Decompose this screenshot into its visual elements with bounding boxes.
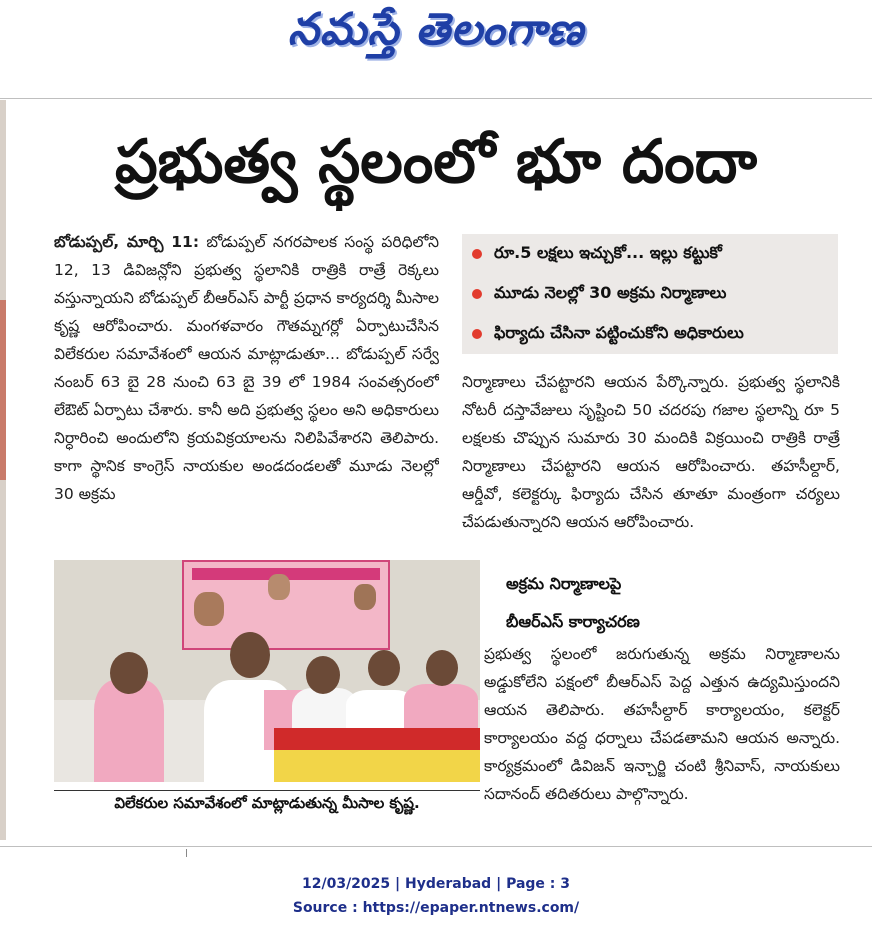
article-right-column-2: ప్రభుత్వ స్థలంలో జరుగుతున్న అక్రమ నిర్మాణాలను అడ్డుకోలేని పక్షంలో బీఆర్ఎస్ పెద్ద ఎత్తున ఉద్యమిస్తుందని ఆయన తెలిపారు. తహసీల్దార్ కార్యాలయం, కలెక్టర్ కార్యాలయం వద్ద ధర్నాలు చేపడతామని ఆయన అన్నారు. కార్యక్రమంలో డివిజన్ ఇన్చార్జి చంటి శ్రీనివాస్, నాయకులు సదానంద్ తదితరులు పాల్గొన్నారు. [484, 645, 840, 803]
banner-portrait [268, 574, 290, 600]
top-divider [0, 98, 872, 99]
caption-rule [54, 790, 480, 791]
footer-date-edition: 12/03/2025 | Hyderabad | Page : 3 [301, 876, 571, 892]
highlight-text: మూడు నెలల్లో 30 అక్రమ నిర్మాణాలు [494, 282, 727, 302]
photo-banner [182, 560, 390, 650]
press-meet-photo [54, 560, 480, 782]
banner-portrait [194, 592, 224, 626]
article-left-column [54, 228, 439, 546]
person-head [306, 656, 340, 694]
highlights-box [462, 234, 838, 354]
highlight-text: రూ.5 లక్షలు ఇచ్చుకో... ఇల్లు కట్టుకో [494, 242, 722, 262]
masthead-logo: నమస్తే తెలంగాణ [287, 4, 585, 55]
bullet-icon [472, 329, 482, 339]
bullet-icon [472, 249, 482, 259]
bottom-divider [0, 846, 872, 847]
person-head [426, 650, 458, 686]
person-head [110, 652, 148, 694]
article-right-column: నిర్మాణాలు చేపట్టారని ఆయన పేర్కొన్నారు. ప్రభుత్వ స్థలానికి నోటరీ దస్తావేజులు సృష్టించి 50 చదరపు గజాల స్థలాన్ని రూ 5 లక్షలకు చొప్పున సుమారు 30 మందికి విక్రయించి రాత్రికి రాత్రే నిర్మాణాలు చేపట్టారని ఆయన ఆరోపించారు. తహసీల్దార్, ఆర్డీవో, కలెక్టర్కు ఫిర్యాదు చేసిన తూతూ మంత్రంగా చర్యలు చేపడుతున్నారని ఆయన ఆరోపించారు. [462, 373, 840, 531]
masthead [0, 0, 872, 78]
headline: ప్రభుత్వ స్థలంలో భూ దందా [114, 127, 758, 197]
column-tick [186, 849, 187, 857]
highlight-item [462, 314, 838, 354]
banner-portrait [354, 584, 376, 610]
adjacent-clipping [0, 300, 6, 480]
bullet-icon [472, 289, 482, 299]
photo-tablecloth [274, 750, 480, 782]
photo-caption: విలేకరుల సమావేశంలో మాట్లాడుతున్న మీసాల కృష్ణ. [114, 794, 420, 812]
footer-source: Source : https://epaper.ntnews.com/ [292, 900, 580, 916]
person-head [230, 632, 270, 678]
person [94, 680, 164, 782]
subheading: అక్రమ నిర్మాణాలపై [506, 574, 622, 593]
person [404, 684, 478, 734]
highlight-item [462, 274, 838, 314]
article-left-text: బోడుప్పల్ నగరపాలక సంస్థ పరిధిలోని 12, 13 డివిజన్లోని ప్రభుత్వ స్థలానికి రాత్రికి రాత్రే రెక్కలు వస్తున్నాయని బోడుప్పల్ బీఆర్ఎస్ పార్టీ ప్రధాన కార్యదర్శి మీసాల కృష్ణ ఆరోపించారు. మంగళవారం గౌతమ్నగర్లో ఏర్పాటుచేసిన విలేకరుల సమావేశంలో ఆయన మాట్లాడుతూ... బోడుప్పల్ సర్వే నంబర్ 63 బై 28 నుంచి 63 బై 39 లో 1984 సంవత్సరంలో లేఔట్ ఏర్పాటు చేశారు. కానీ అది ప్రభుత్వ స్థలం అని అధికారులు నిర్ధారించి అందులోని క్రయవిక్రయాలను నిలిపివేశారని తెలిపారు. కాగా స్థానిక కాంగ్రెస్ నాయకుల అండదండలతో మూడు నెలల్లో 30 అక్రమ [54, 233, 439, 503]
highlight-text: ఫిర్యాదు చేసినా పట్టించుకోని అధికారులు [494, 322, 744, 342]
subheading: బీఆర్ఎస్ కార్యాచరణ [506, 612, 640, 631]
highlight-item [462, 234, 838, 274]
person-head [368, 650, 400, 686]
dateline: బోడుప్పల్, మార్చి 11: [54, 233, 200, 251]
